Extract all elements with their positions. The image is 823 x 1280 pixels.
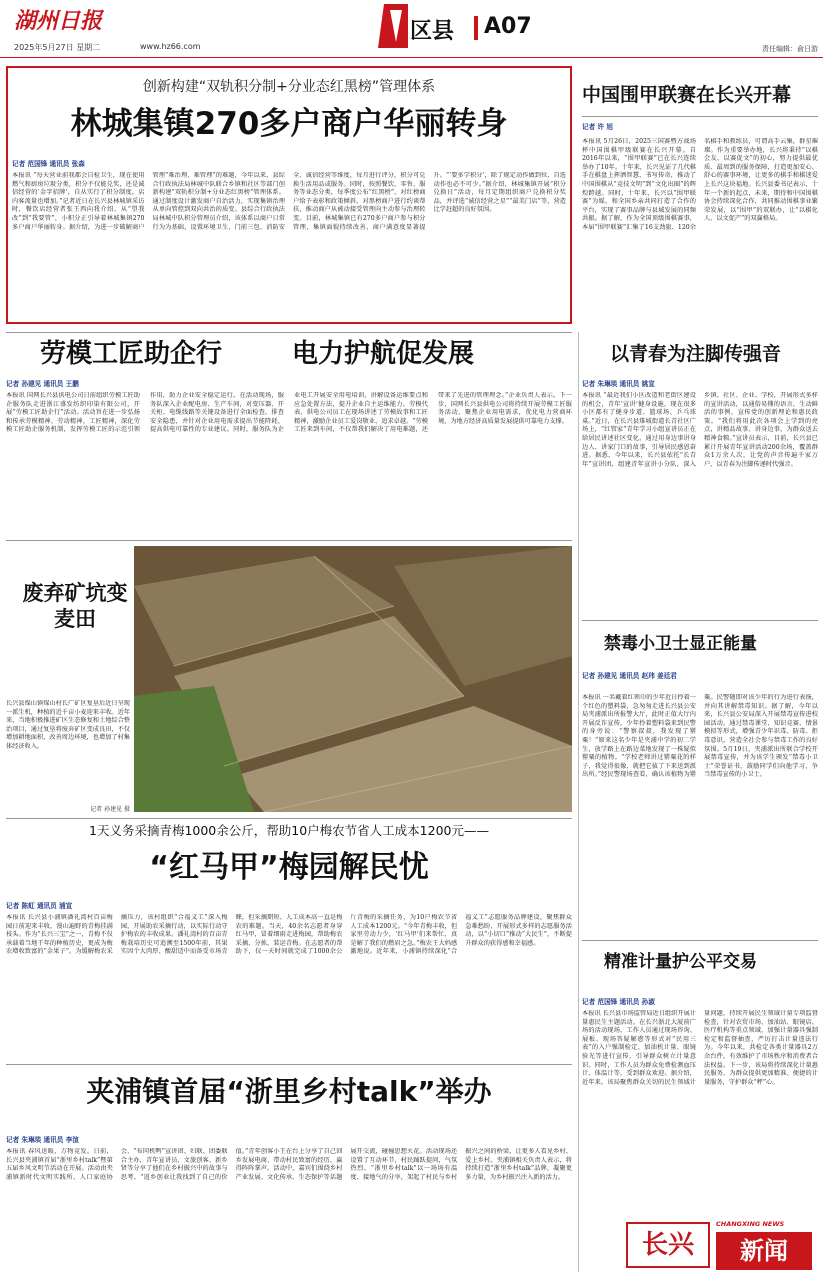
website: www.hz66.com [140,42,201,51]
masthead-logo-icon [378,4,408,48]
plum-title: “红马甲”梅园解民忧 [149,850,429,885]
mine-caption-text: 长兴县煤山镇煤山村长广矿区复垦后近日呈现一派生机，种植的近千亩小麦迎来丰收。近年来，当地积极推进矿区生态修复和土地综合整治项目，通过复垦将废弃矿区变成良田，不仅增加耕地面积，改善周边环境，也增加了村集体经济收入。 [6,700,130,750]
measure-byline: 记者 范国锋 通讯员 孙淑 [582,998,655,1006]
issue-weekday: 星期二 [76,43,101,52]
masthead [0,0,823,58]
lead-byline: 记者 范国锋 通讯员 张森 [12,160,85,168]
section-name: 区县 [410,19,455,44]
drug-byline: 记者 孙建见 通讯员 赵玮 姜廷君 [582,672,677,680]
labor-byline: 记者 孙建见 通讯员 王鹏 [6,380,79,388]
plum-kicker: 1天义务采摘青梅1000余公斤，帮助10户梅农节省人工成本1200元—— [89,823,489,838]
badge-pinyin: CHANGXING NEWS [716,1220,785,1228]
issue-date: 2025年5月27日 [14,43,74,52]
measure-body: 本报讯 长兴县市场监管局近日组织开展计量惠民生主题活动。在长兴浙北大厦前广场的活动现场，工作人员通过现场咨询、展板、现场答疑解惑等形式对“民用三表”的入户强制检定、加油机计量、眼镜验光等进行宣传，引导群众树立计量意识。同时，工作人员为群众免费检测血压计、体温计等，受到群众欢迎。据介绍，近年来，该局聚焦群众关切的民生领域计量问题，持续开展民生领域计量专项监督检查，针对农贸市场、加油站、眼镜店、医疗机构等重点领域，加强计量器具强制检定和监督抽查，严厉打击计量违法行为。今年以来，共检定各类计量器具2万余台件，有效维护了市场秩序和消费者合法权益。下一步，该局将持续深化计量惠民服务，为群众提供更加精准、便捷的计量服务，守护群众“秤”心。 [582,1010,818,1086]
talk-title: 夹浦镇首届“浙里乡村talk”举办 [86,1075,492,1108]
lead-body: 本报讯 “每天营业前我都会自检卫生，现在使用燃气和厨房垃圾分类，积分不仅能兑奖，还是诚信经营的‘金字招牌’，自从实行了积分制度，店内客流量也增加。”记者近日在长兴县林城镇采访时，餐饮店经营者张王西向我介绍。从“望我改”到“我要管”，小积分正引导着林城集镇270多户商户华丽转身。据介绍，为进一步破解商户管理“难治理、难管理”的难题，今年以来，县综合行政执法局林城中队联合乡镇和社区等部门创新构建“双轨积分制+分业态红黑榜”管理体系。通过制度设计激发商户自治活力，实现集镇治理从单向管控到双向共治的质变。县综合行政执法局林城中队积分管理员介绍，该体系以商户日常行为为基础，设置环境卫生、门前三包、消防安全、诚信经营等维度，每月进行评分，积分可兑换生活用品或服务。同时，按照餐饮、零售、服务等业态分类，每季度公布“红黑榜”，对红榜商户给予表彰和政策倾斜，对黑榜商户进行约谈帮扶，推动商户从被动接受管理向主动参与治理转变。目前，林城集镇已有270多户商户参与积分管理，集镇面貌持续改善，商户满意度显著提升。“‘要多学积分’，除了规定动作做到位，自选动作也必不可少。”据介绍，林城集镇开展“积分兑换日”活动，每月定期组织商户兑换积分奖品，并评选“诚信经营之星”“最美门店”等，营造比学赶超的良好氛围。 [12,172,566,231]
weiqi-body: 本报讯 5月26日，2025三国赛暨方战场杯中国围棋甲级联赛在长兴开幕。自2016年以来，“围甲联赛”已在长兴连续举办了10年。十年来，长兴见证了几代棋手在棋盘上挥洒智慧、书写传奇，推动了中国围棋从“竞技文明”到“文化出圈”的辉煌跨越。同时，十年来，长兴以“围甲联赛”为媒，和全国乡亲共同打造了合作的平台，实现了赛事品牌与县域发展的同频共振。据了解，作为全国顶级围棋赛事，本届“围甲联赛”汇集了16支劲旅、120余名棋手和教练员，可谓高手云集，群星璀璨。作为重要举办地，长兴将秉持“以棋会友、以赛促文”的初心，努力提供最优质、最周到的服务保障，打造更加安心、舒心的赛事环境，让更多的棋手和棋迷爱上长兴这块福地。长兴县委书记表示，十年一个新的起点，未来，期待和中国围棋协会持续深化合作，共同推动围棋事业繁荣发展，以“围甲”的双联办，让“以棋化人、以文促产”的双赢格局。 [582,138,818,231]
talk-byline: 记者 朱琳琰 通讯员 李渲 [6,1136,79,1144]
weiqi-title: 中国围甲联赛在长兴开幕 [582,84,792,106]
paper-name: 湖州日报 [14,8,103,32]
wheat-field-photo [134,546,572,812]
mine-photo-caption: 废弃矿坑变麦田 [22,581,128,631]
labor-title-mid: 电力护航促发展 [292,339,475,369]
plum-body: 本报讯 长兴县小浦镇潘礼湾村百亩梅园日前迎来丰收，漫山遍野的青梅挂满枝头。作为“长兴三宝”之一，青梅不仅承载着当地干年的种植历史，更成为梅农增收致富的“金果子”。为缓解梅农采摘压力，该村组织“合福义工”深入梅园，开展助农采摘行动，以实际行动守护梅农的丰收成果。潘礼湾村的百亩青梅栽培历史可追溯至1500年前，其果实因个大肉厚、酸甜适中而备受市场青睐，但采摘期短、人工成本高一直是梅农的难题。当天，40余名志愿者身穿红马甲，冒着细雨走进梅园，帮助梅农采摘、分拣、装运青梅。在志愿者的帮助下，仅一天时间就完成了1000余公斤青梅的采摘任务，为10户梅农节省人工成本1200元。“今年青梅丰收，但家里劳动力少，‘红马甲’们来帮忙，真是解了我们的燃眉之急。”梅农王大妈感激地说。近年来，小浦镇持续深化“合福义工”志愿服务品牌建设，聚焦群众急难愁盼，开展形式多样的志愿服务活动，以“小切口”推动“大民生”，不断提升群众的获得感和幸福感。 [6,914,572,956]
youth-byline: 记者 朱琳琰 通讯员 姚宣 [582,380,655,388]
plum-byline: 记者 陈虹 通讯员 浦宣 [6,902,73,910]
drug-body: 本报讯 一名戴着红领巾的少年近日拎着一个红色的塑料袋，急匆匆走进长兴县公安局夹浦派出所报警大厅，此时正值大厅内开展反诈宣传，少年拎着塑料袋来到民警的身旁说：“警察叔叔，我发现了罂粟！”原来这名少年是夹浦中学的初二学生，放学路上在路边菜地发现了一株疑似罂粟的植物。“学校老师讲过罂粟花的样子，我觉得很像，就把它拔了下来送到派出所。”经民警现场查看，确认该植物为罂粟。民警随即对该少年的行为进行表扬，并向其讲解禁毒知识。据了解，今年以来，长兴县公安局深入开展禁毒宣传进校园活动，通过禁毒课堂、知识竞赛、情景模拟等形式，增强青少年识毒、防毒、拒毒意识，营造全社会参与禁毒工作的良好氛围。5月19日，夹浦派出所联合学校开展禁毒宣传，并为该学生颁发“禁毒小卫士”荣誉证书，鼓励同学们向他学习，争当禁毒宣传的小卫士。 [582,694,818,779]
talk-body: 本报讯 春风送暖，万物竞发。日前，长兴县夹浦镇首届“浙里乡村talk”暨第五届乡风文明节活动在开展。活动由夹浦镇新时代文明实践所、人口家庭协会、“布同机鸭”宣讲团、妇联、团委联合主办，青年宣讲员、文旅创客、新乡贤等分享了他们在乡村振兴中的故事与思考。“返乡创业让我找到了自己的价值。”青年创客小王在台上分享了自己回乡发展电商、带动村民致富的经历，赢得阵阵掌声。活动中，嘉宾们围绕乡村产业发展、文化传承、生态保护等话题展开交流，碰撞思想火花。活动现场还设置了互动环节，村民踊跃提问，气氛热烈。“浙里乡村talk”以一场场有温度、接地气的分享，架起了村民与乡村振兴之间的桥梁，让更多人看见乡村、爱上乡村。夹浦镇相关负责人表示，将持续打造“浙里乡村talk”品牌，凝聚更多力量，为乡村振兴注入新的活力。 [6,1148,572,1181]
page-number: A07 [484,14,532,39]
measure-title: 精准计量护公平交易 [604,952,757,972]
labor-body: 本报讯 国网长兴县供电公司日前组织劳模工匠助企服务队走进浙江盛发纺织印染有限公司，开展“劳模工匠助企行”活动。活动旨在进一步弘扬和传承劳模精神、劳动精神、工匠精神，深化劳模工匠助企服务机制，发挥劳模工匠的示范引领作用，助力企业安全稳定运行。在活动现场，服务队深入企业配电房、生产车间，对变压器、开关柜、电缆线路等关键设备进行全面检查，排查安全隐患，并针对企业用电需求提出节能降耗、提高供电可靠性的专业建议。同时，服务队为企业电工开展安全用电培训，讲解设备运维要点和应急处置方法，提升企业自主运维能力。劳模代表、供电公司员工在现场讲述了劳模故事和工匠精神，激励企业员工爱岗敬业、追求卓越。“劳模工匠来到车间，不仅帮我们解决了用电难题，还带来了先进的管理理念。”企业负责人表示。下一步，国网长兴县供电公司将持续开展劳模工匠服务活动，聚焦企业用电需求，优化电力营商环境，为地方经济高质量发展提供可靠电力支撑。 [6,392,572,434]
youth-title: 以青春为注脚传强音 [610,343,782,365]
mine-photo-credit: 记者 孙建见 摄 [90,806,130,812]
lead-title: 林城集镇270多户商户华丽转身 [70,106,508,142]
badge-label: 新闻 [716,1232,812,1270]
lead-kicker: 创新构建“双轨积分制+分业态红黑榜”管理体系 [142,79,436,95]
labor-title-left: 劳模工匠助企行 [40,339,223,369]
changxing-news-badge [626,1216,820,1274]
drug-title: 禁毒小卫士显正能量 [604,634,757,654]
editor-credit: 责任编辑：俞日游 [762,45,818,53]
youth-body: 本报讯 “最近我们小区改造和老街区建设的机会，青年‘宣讲’健身设施，现在很多小区都有了健身步道、篮球场、乒乓球桌。”近日，在长兴县雉城街道长青社区广场上，“红管家”青年学习小组宣讲员正在给居民讲述社区变化，通过用身边事讲身边人、讲家门口的故事，引导居民感恩奋进。据悉，今年以来，长兴县依托“长青年”宣讲团，组建青年宣讲小分队，深入乡镇、社区、企业、学校，开展形式多样的宣讲活动，以通俗易懂的语言、生动鲜活的事例，宣传党的创新理论和惠民政策。“我们将用此次各项会上学到的亮点，讲精品故事、讲身边事，为群众送去精神食粮。”宣讲员表示，目前，长兴县已累计开展青年宣讲活动200余场，覆盖群众1万余人次，让党的声音传遍千家万户，以青春为注脚传递时代强音。 [582,392,818,468]
badge-chinese: 长兴 [626,1222,710,1268]
weiqi-byline: 记者 许 旭 [582,123,613,131]
